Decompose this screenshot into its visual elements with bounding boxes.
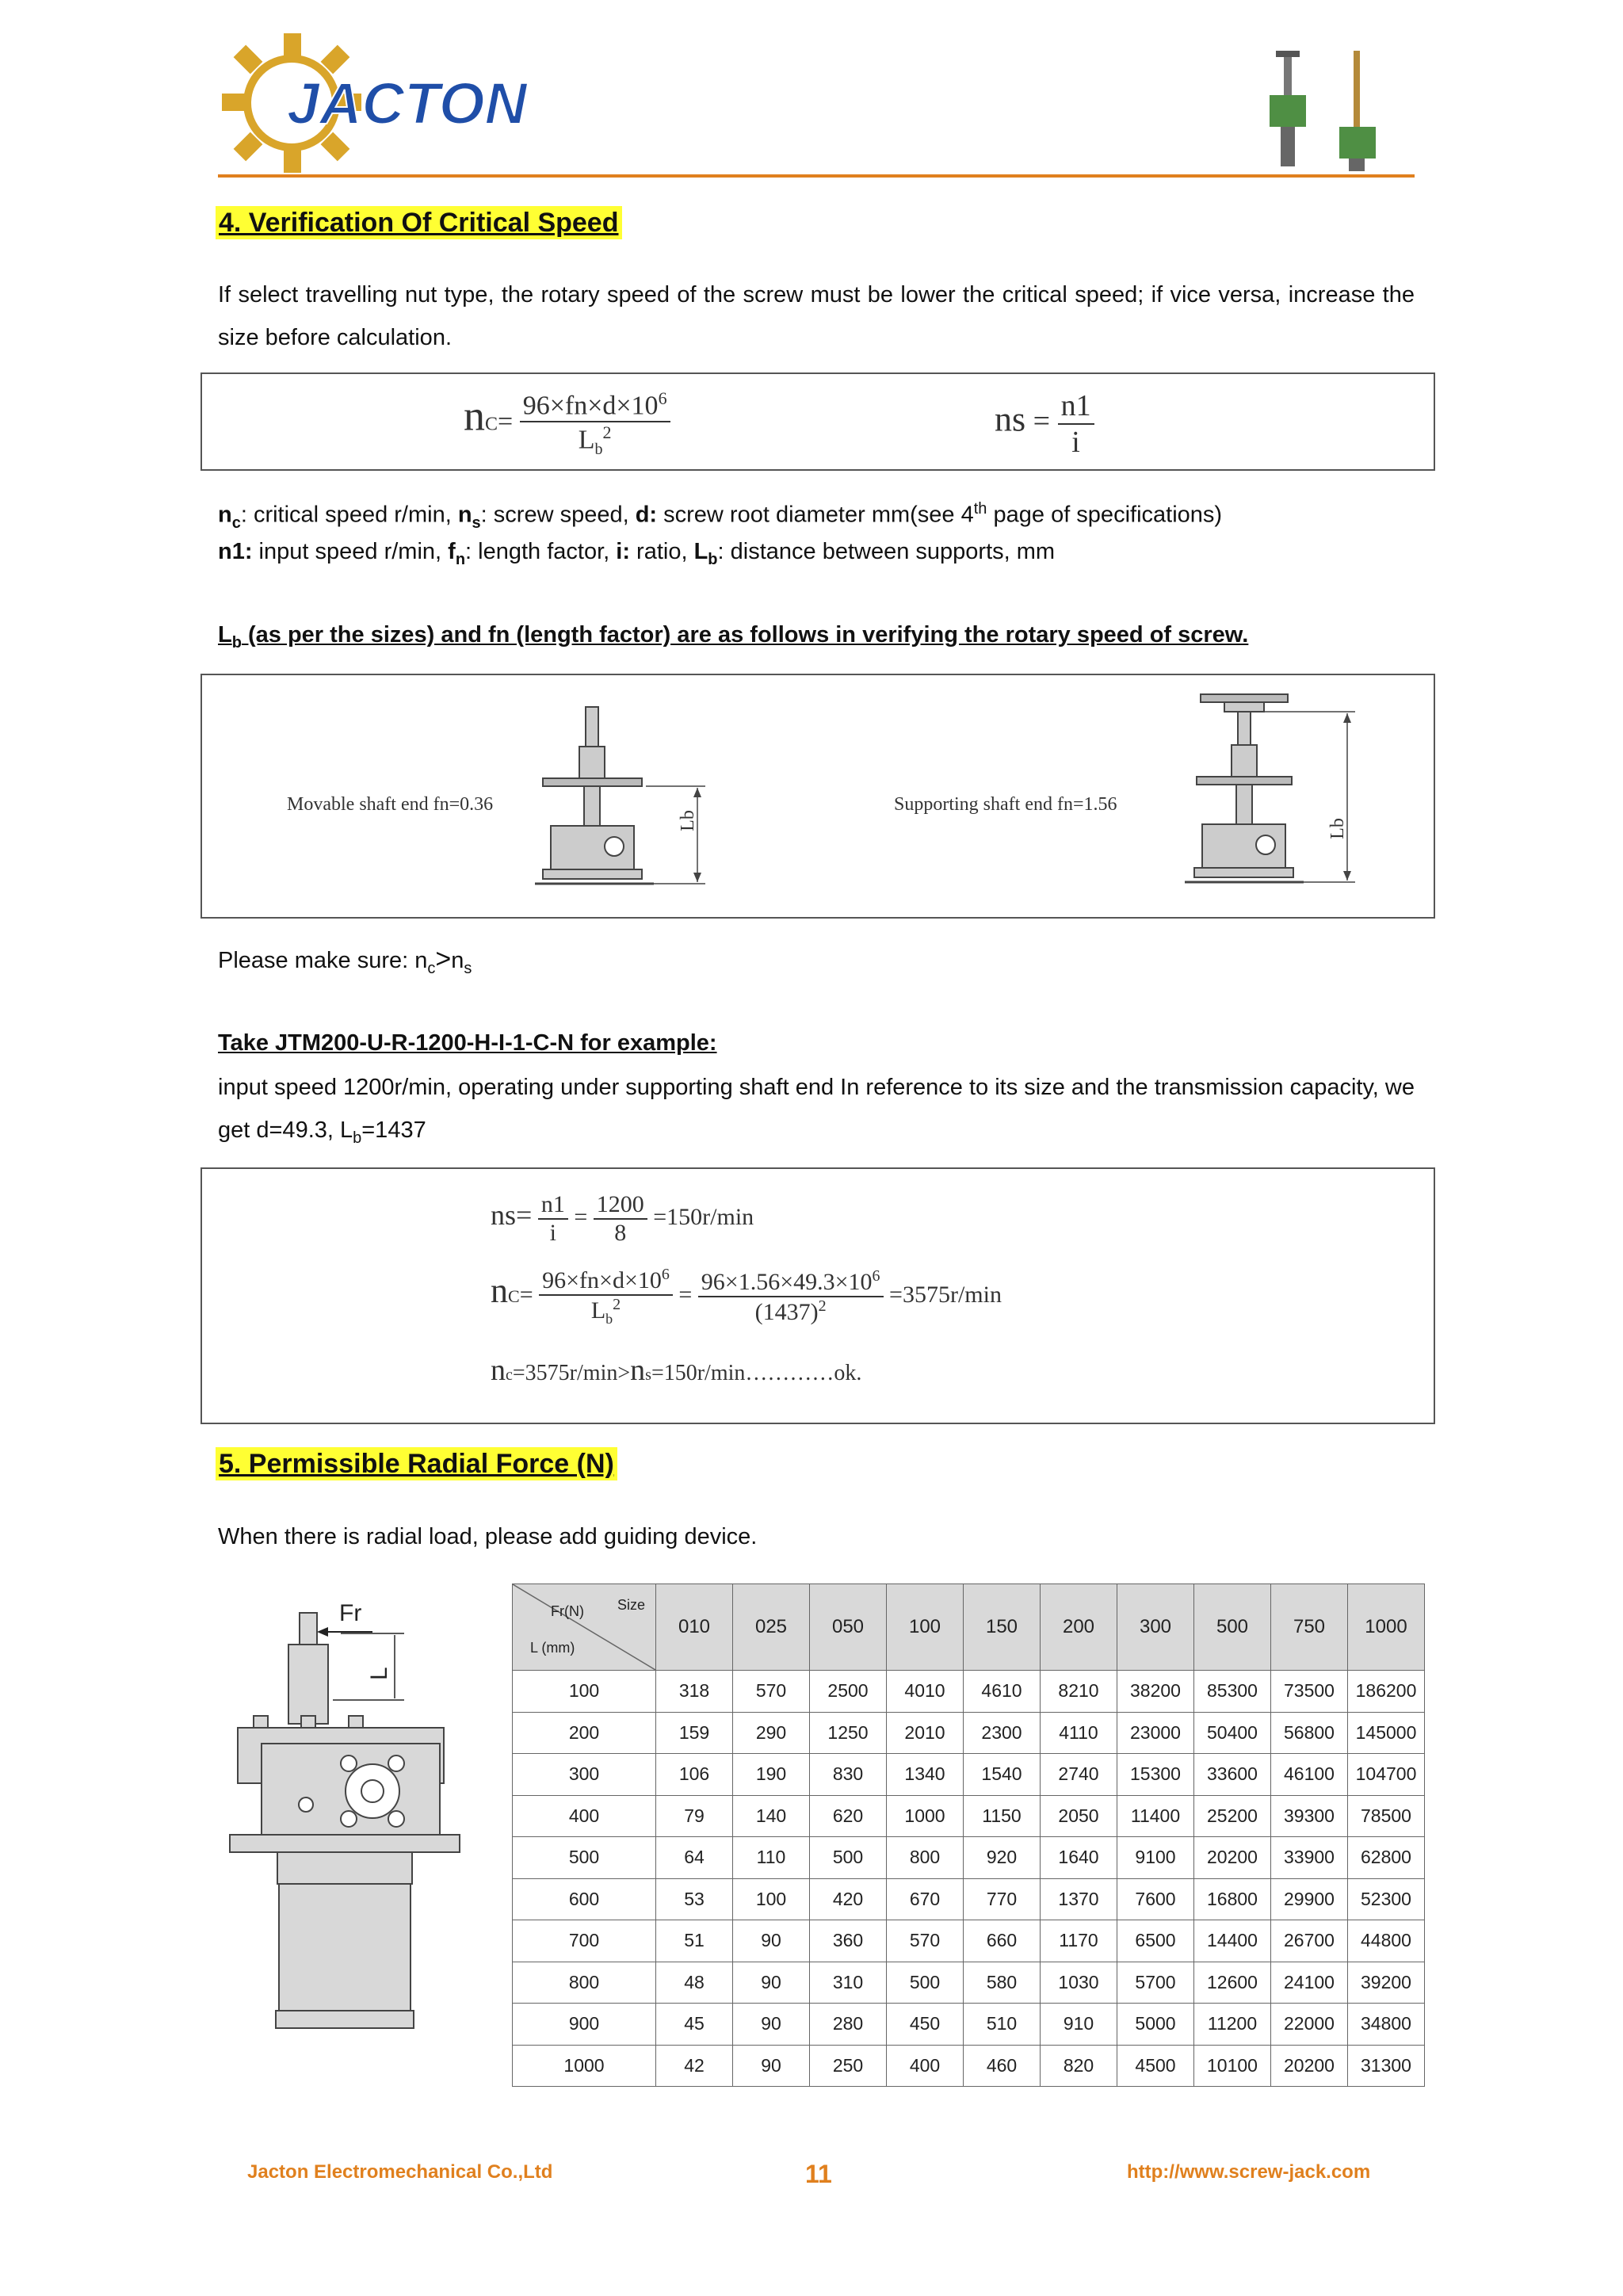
formula-ns: ns = $\frac{n1}{i}$: [995, 388, 1094, 460]
footer-url: http://www.screw-jack.com: [1127, 2161, 1371, 2183]
force-value-cell: 22000: [1271, 2004, 1348, 2046]
force-value-cell: 23000: [1117, 1712, 1194, 1754]
force-value-cell: 400: [887, 2045, 964, 2087]
force-value-cell: 11200: [1194, 2004, 1271, 2046]
formula-ns-lhs: ns: [995, 399, 1026, 439]
movable-shaft-label: Movable shaft end fn=0.36: [287, 794, 494, 815]
force-value-cell: 280: [810, 2004, 887, 2046]
force-value-cell: 26700: [1271, 1920, 1348, 1962]
header: [0, 0, 1623, 190]
formula-box: [200, 372, 1435, 471]
example-text: input speed 1200r/min, operating under supporting shaft end In reference to its size and the transmission capacity, we get d=49.3, $L_b=1437$: [218, 1075, 1415, 1147]
force-value-cell: 45: [656, 2004, 733, 2046]
size-header: 300: [1117, 1584, 1194, 1671]
force-value-cell: 20200: [1271, 2045, 1348, 2087]
force-value-cell: 78500: [1348, 1795, 1425, 1837]
force-value-cell: 1030: [1041, 1962, 1117, 2004]
formula-nc-num: 96×fn×d×10: [522, 391, 659, 421]
force-value-cell: 5000: [1117, 2004, 1194, 2046]
force-value-cell: 56800: [1271, 1712, 1348, 1754]
supporting-shaft-label: Supporting shaft end fn=1.56: [894, 794, 1117, 815]
row-length-cell: 200: [513, 1712, 656, 1754]
force-value-cell: 570: [887, 1920, 964, 1962]
force-value-cell: 39200: [1348, 1962, 1425, 2004]
force-value-cell: 318: [656, 1671, 733, 1713]
force-value-cell: 2500: [810, 1671, 887, 1713]
force-value-cell: 90: [733, 1962, 810, 2004]
size-header: 100: [887, 1584, 964, 1671]
size-header: 025: [733, 1584, 810, 1671]
table-corner-cell: [513, 1584, 656, 1671]
force-value-cell: 4110: [1041, 1712, 1117, 1754]
force-value-cell: 1000: [887, 1795, 964, 1837]
force-value-cell: 450: [887, 2004, 964, 2046]
force-value-cell: 42: [656, 2045, 733, 2087]
shaft-end-diagram-box: [200, 674, 1435, 919]
table-row: [513, 2004, 1425, 2046]
force-value-cell: 1250: [810, 1712, 887, 1754]
force-value-cell: 100: [733, 1878, 810, 1920]
formula-ns-den: i: [1071, 426, 1080, 459]
row-length-cell: 100: [513, 1671, 656, 1713]
force-value-cell: 52300: [1348, 1878, 1425, 1920]
force-value-cell: 2010: [887, 1712, 964, 1754]
force-value-cell: 20200: [1194, 1837, 1271, 1879]
corner-size: Size: [617, 1597, 646, 1613]
formula-nc-sub: C: [485, 414, 498, 435]
calc-line-2: nC= $\frac{96\times fn\times d\times 10^6}{L_b^2}$ = $\frac{96\times 1.56\times 49.3\times 10^6}{(1437)^2}$ =3575r/min: [491, 1266, 1002, 1327]
force-value-cell: 770: [964, 1878, 1041, 1920]
corner-fr: Fr(N): [551, 1603, 584, 1619]
force-value-cell: 12600: [1194, 1962, 1271, 2004]
force-value-cell: 360: [810, 1920, 887, 1962]
force-value-cell: 11400: [1117, 1795, 1194, 1837]
force-value-cell: 830: [810, 1754, 887, 1796]
table-row: [513, 1754, 1425, 1796]
formula-nc-lhs: n: [464, 392, 485, 440]
table-row: [513, 2045, 1425, 2087]
force-value-cell: 1170: [1041, 1920, 1117, 1962]
formula-nc: nC= $\frac{96\times fn\times d\times 10^6}{L_b^2}$: [464, 388, 670, 459]
formula-nc-den: L: [578, 425, 595, 455]
force-value-cell: 7600: [1117, 1878, 1194, 1920]
force-value-cell: 500: [810, 1837, 887, 1879]
force-value-cell: 15300: [1117, 1754, 1194, 1796]
corner-l: L (mm): [530, 1640, 575, 1656]
section5-title-text: 5. Permissible Radial Force (N): [216, 1447, 617, 1480]
force-value-cell: 51: [656, 1920, 733, 1962]
force-value-cell: 33600: [1194, 1754, 1271, 1796]
force-value-cell: 4500: [1117, 2045, 1194, 2087]
supporting-dim-label: Lb: [1327, 818, 1348, 839]
section4-intro: If select travelling nut type, the rotary speed of the screw must be lower the critical speed; if vice versa, increase the size before calculation.: [218, 282, 1415, 350]
force-value-cell: 800: [887, 1837, 964, 1879]
section5-intro: When there is radial load, please add guiding device.: [218, 1524, 758, 1549]
force-value-cell: 39300: [1271, 1795, 1348, 1837]
definitions-line-1: $n_c$: critical speed r/min, $n_s$: screw speed, d: screw root diameter mm(see 4th page of specifications): [218, 500, 1223, 532]
header-rule: [218, 174, 1415, 178]
calc-line-3: nc=3575r/min>ns=150r/min…………ok.: [491, 1354, 862, 1387]
force-value-cell: 16800: [1194, 1878, 1271, 1920]
size-header: 010: [656, 1584, 733, 1671]
force-value-cell: 31300: [1348, 2045, 1425, 2087]
force-value-cell: 29900: [1271, 1878, 1348, 1920]
force-value-cell: 2050: [1041, 1795, 1117, 1837]
calc-line-1: ns= $\frac{n1}{i}$ = $\frac{1200}{8}$ =150r/min: [491, 1191, 754, 1246]
footer-company: Jacton Electromechanical Co.,Ltd: [247, 2161, 553, 2183]
section4-title-text: 4. Verification Of Critical Speed: [216, 206, 622, 239]
force-value-cell: 24100: [1271, 1962, 1348, 2004]
force-value-cell: 53: [656, 1878, 733, 1920]
radial-force-table-body: [513, 1671, 1425, 2087]
example-title: Take JTM200-U-R-1200-H-I-1-C-N for example:: [218, 1030, 717, 1056]
force-value-cell: 420: [810, 1878, 887, 1920]
section5-title: [216, 1449, 617, 1480]
movable-shaft-drawing: [535, 699, 725, 905]
table-row: [513, 1671, 1425, 1713]
force-value-cell: 159: [656, 1712, 733, 1754]
radial-force-table-wrap: [512, 1584, 1425, 2087]
force-value-cell: 145000: [1348, 1712, 1425, 1754]
force-value-cell: 4610: [964, 1671, 1041, 1713]
force-value-cell: 4010: [887, 1671, 964, 1713]
force-value-cell: 48: [656, 1962, 733, 2004]
force-value-cell: 8210: [1041, 1671, 1117, 1713]
force-value-cell: 6500: [1117, 1920, 1194, 1962]
table-row: [513, 1920, 1425, 1962]
force-value-cell: 580: [964, 1962, 1041, 2004]
row-length-cell: 600: [513, 1878, 656, 1920]
table-row: [513, 1962, 1425, 2004]
force-value-cell: 500: [887, 1962, 964, 2004]
footer-page-number: 11: [805, 2160, 832, 2188]
make-sure-line: Please make sure: $n_c>n_s$: [218, 944, 472, 977]
force-value-cell: 920: [964, 1837, 1041, 1879]
force-value-cell: 64: [656, 1837, 733, 1879]
calculation-box: [200, 1167, 1435, 1424]
force-value-cell: 90: [733, 2004, 810, 2046]
force-value-cell: 10100: [1194, 2045, 1271, 2087]
force-value-cell: 2300: [964, 1712, 1041, 1754]
formula-ns-num: n1: [1058, 388, 1094, 425]
size-header: 200: [1041, 1584, 1117, 1671]
size-header: 500: [1194, 1584, 1271, 1671]
force-value-cell: 660: [964, 1920, 1041, 1962]
force-value-cell: 73500: [1271, 1671, 1348, 1713]
force-label: Fr: [339, 1600, 362, 1626]
force-value-cell: 90: [733, 1920, 810, 1962]
size-header: 150: [964, 1584, 1041, 1671]
row-length-cell: 800: [513, 1962, 656, 2004]
force-value-cell: 62800: [1348, 1837, 1425, 1879]
supporting-shaft-drawing: [1185, 691, 1375, 905]
size-header: 1000: [1348, 1584, 1425, 1671]
force-value-cell: 9100: [1117, 1837, 1194, 1879]
size-header: 750: [1271, 1584, 1348, 1671]
section4-title: [216, 208, 622, 239]
force-value-cell: 186200: [1348, 1671, 1425, 1713]
radial-force-table: [512, 1584, 1425, 2087]
logo-text: JACTON: [287, 71, 527, 136]
force-value-cell: 910: [1041, 2004, 1117, 2046]
movable-dim-label: Lb: [677, 810, 698, 831]
definitions-line-2: n1: input speed r/min, $f_n$: length factor, i: ratio, $L_b$: distance between supports, mm: [218, 539, 1056, 568]
formula-nc-num-sup: 6: [658, 388, 667, 408]
force-value-cell: 44800: [1348, 1920, 1425, 1962]
formula-nc-den-sup: 2: [602, 422, 612, 443]
radial-force-drawing: [222, 1597, 468, 2041]
force-value-cell: 90: [733, 2045, 810, 2087]
row-length-cell: 300: [513, 1754, 656, 1796]
size-header: 050: [810, 1584, 887, 1671]
force-value-cell: 820: [1041, 2045, 1117, 2087]
force-value-cell: 110: [733, 1837, 810, 1879]
force-value-cell: 5700: [1117, 1962, 1194, 2004]
length-label: L: [366, 1667, 392, 1680]
force-value-cell: 310: [810, 1962, 887, 2004]
force-value-cell: 250: [810, 2045, 887, 2087]
force-value-cell: 14400: [1194, 1920, 1271, 1962]
force-value-cell: 106: [656, 1754, 733, 1796]
table-row: [513, 1712, 1425, 1754]
force-value-cell: 38200: [1117, 1671, 1194, 1713]
force-value-cell: 85300: [1194, 1671, 1271, 1713]
section4-subhead: $L_b$ (as per the sizes) and fn (length factor) are as follows in verifying the rotary speed of screw.: [218, 622, 1249, 651]
force-value-cell: 34800: [1348, 2004, 1425, 2046]
force-value-cell: 2740: [1041, 1754, 1117, 1796]
row-length-cell: 500: [513, 1837, 656, 1879]
row-length-cell: 1000: [513, 2045, 656, 2087]
table-row: [513, 1837, 1425, 1879]
table-row: [513, 1795, 1425, 1837]
force-value-cell: 510: [964, 2004, 1041, 2046]
force-value-cell: 104700: [1348, 1754, 1425, 1796]
row-length-cell: 400: [513, 1795, 656, 1837]
force-value-cell: 140: [733, 1795, 810, 1837]
force-value-cell: 46100: [1271, 1754, 1348, 1796]
force-value-cell: 570: [733, 1671, 810, 1713]
force-value-cell: 190: [733, 1754, 810, 1796]
force-value-cell: 1640: [1041, 1837, 1117, 1879]
force-value-cell: 25200: [1194, 1795, 1271, 1837]
force-value-cell: 79: [656, 1795, 733, 1837]
force-value-cell: 620: [810, 1795, 887, 1837]
force-value-cell: 1370: [1041, 1878, 1117, 1920]
force-value-cell: 1150: [964, 1795, 1041, 1837]
force-value-cell: 33900: [1271, 1837, 1348, 1879]
force-value-cell: 1340: [887, 1754, 964, 1796]
force-value-cell: 290: [733, 1712, 810, 1754]
row-length-cell: 700: [513, 1920, 656, 1962]
force-value-cell: 1540: [964, 1754, 1041, 1796]
force-value-cell: 460: [964, 2045, 1041, 2087]
force-value-cell: 670: [887, 1878, 964, 1920]
jacton-logo: [222, 30, 539, 173]
table-row: [513, 1878, 1425, 1920]
screw-jack-product-image: [1260, 48, 1419, 174]
force-value-cell: 50400: [1194, 1712, 1271, 1754]
formula-nc-den-sub: b: [594, 441, 603, 459]
row-length-cell: 900: [513, 2004, 656, 2046]
